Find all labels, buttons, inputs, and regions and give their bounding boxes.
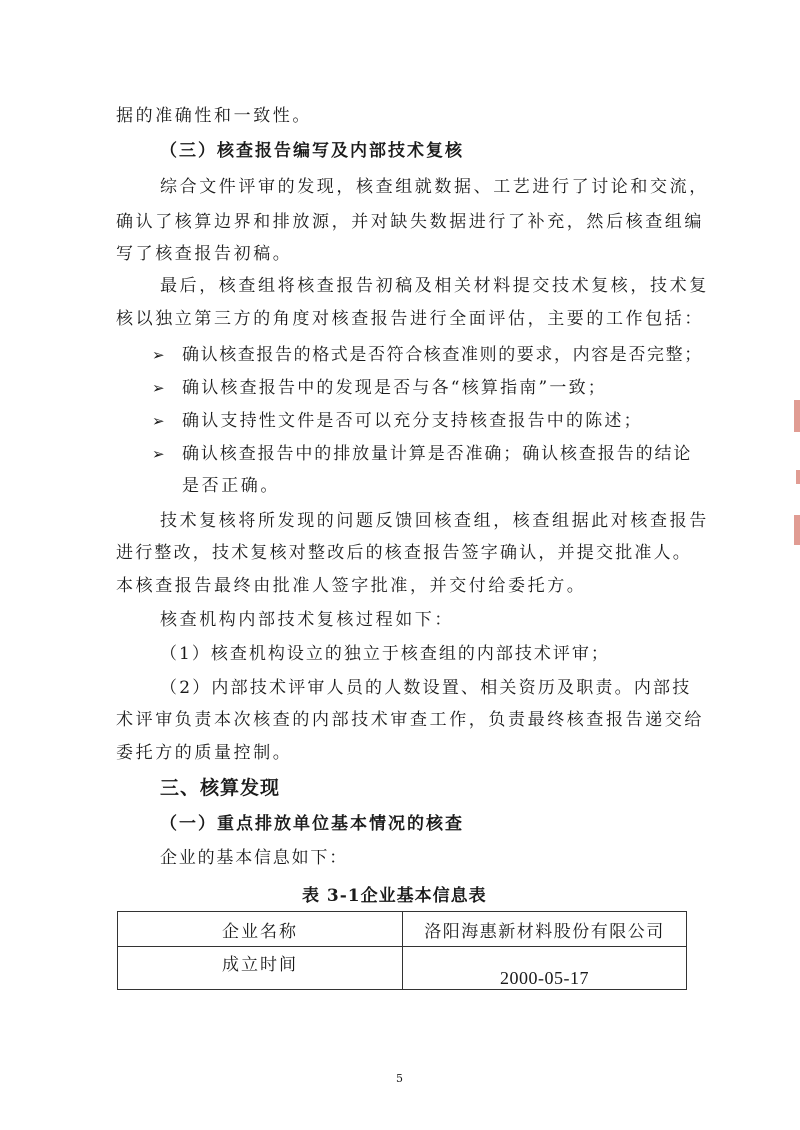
text-line: 综合文件评审的发现，核查组就数据、工艺进行了讨论和交流， [160,177,709,197]
bullet-text: 确认支持性文件是否可以充分支持核查报告中的陈述； [182,411,643,431]
bullet-arrow-icon: ➢ [152,379,165,397]
bullet-text: 确认核查报告中的发现是否与各“核算指南”一致； [182,378,607,398]
text-line: 技术复核将所发现的问题反馈回核查组，核查组据此对核查报告 [160,511,709,531]
table-cell-label: 企业名称 [118,912,403,947]
bullet-text: 确认核查报告中的排放量计算是否准确；确认核查报告的结论 [182,444,693,464]
seal-edge-mark [794,515,800,545]
text-line: 企业的基本信息如下： [160,848,348,868]
table-cell-value [403,947,687,990]
subsection-heading: （三）核查报告编写及内部技术复核 [160,141,464,161]
bullet-arrow-icon: ➢ [152,445,165,463]
table-cell-label [118,947,403,990]
company-info-table [117,911,687,990]
table-cell-value: 洛阳海惠新材料股份有限公司 [403,912,687,947]
bullet-text: 确认核查报告的格式是否符合核查准则的要求，内容是否完整； [182,345,703,365]
bullet-arrow-icon: ➢ [152,346,165,364]
bullet-arrow-icon: ➢ [152,412,165,430]
table-cell-value-text: 2000-05-17 [500,967,589,988]
text-line: （1）核查机构设立的独立于核查组的内部技术评审； [160,644,610,664]
page-number: 5 [396,1072,403,1085]
section-heading: 三、核算发现 [160,777,281,799]
text-line: （2）内部技术评审人员的人数设置、相关资历及职责。内部技 [160,678,692,698]
text-line: 术评审负责本次核查的内部技术审查工作，负责最终核查报告递交给 [116,710,704,730]
text-line: 进行整改，技术复核对整改后的核查报告签字确认，并提交批准人。 [116,543,692,563]
table-row [118,947,687,990]
text-line: 最后，核查组将核查报告初稿及相关材料提交技术复核，技术复 [160,276,709,296]
table-cell-label-text: 成立时间 [222,954,298,975]
text-line: 写了核查报告初稿。 [116,244,293,264]
text-line: 据的准确性和一致性。 [116,106,312,126]
seal-edge-mark [794,400,800,432]
text-line: 确认了核算边界和排放源，并对缺失数据进行了补充，然后核查组编 [116,212,704,232]
text-line: 是否正确。 [182,476,280,496]
text-line: 委托方的质量控制。 [116,743,293,763]
seal-edge-mark [796,470,800,484]
subsection-heading: （一）重点排放单位基本情况的核查 [160,814,464,834]
text-line: 核以独立第三方的角度对核查报告进行全面评估，主要的工作包括： [116,309,704,329]
text-line: 本核查报告最终由批准人签字批准，并交付给委托方。 [116,576,587,596]
table-caption: 表 3-1企业基本信息表 [302,886,487,906]
table-row [118,912,687,947]
text-line: 核查机构内部技术复核过程如下： [160,610,454,630]
